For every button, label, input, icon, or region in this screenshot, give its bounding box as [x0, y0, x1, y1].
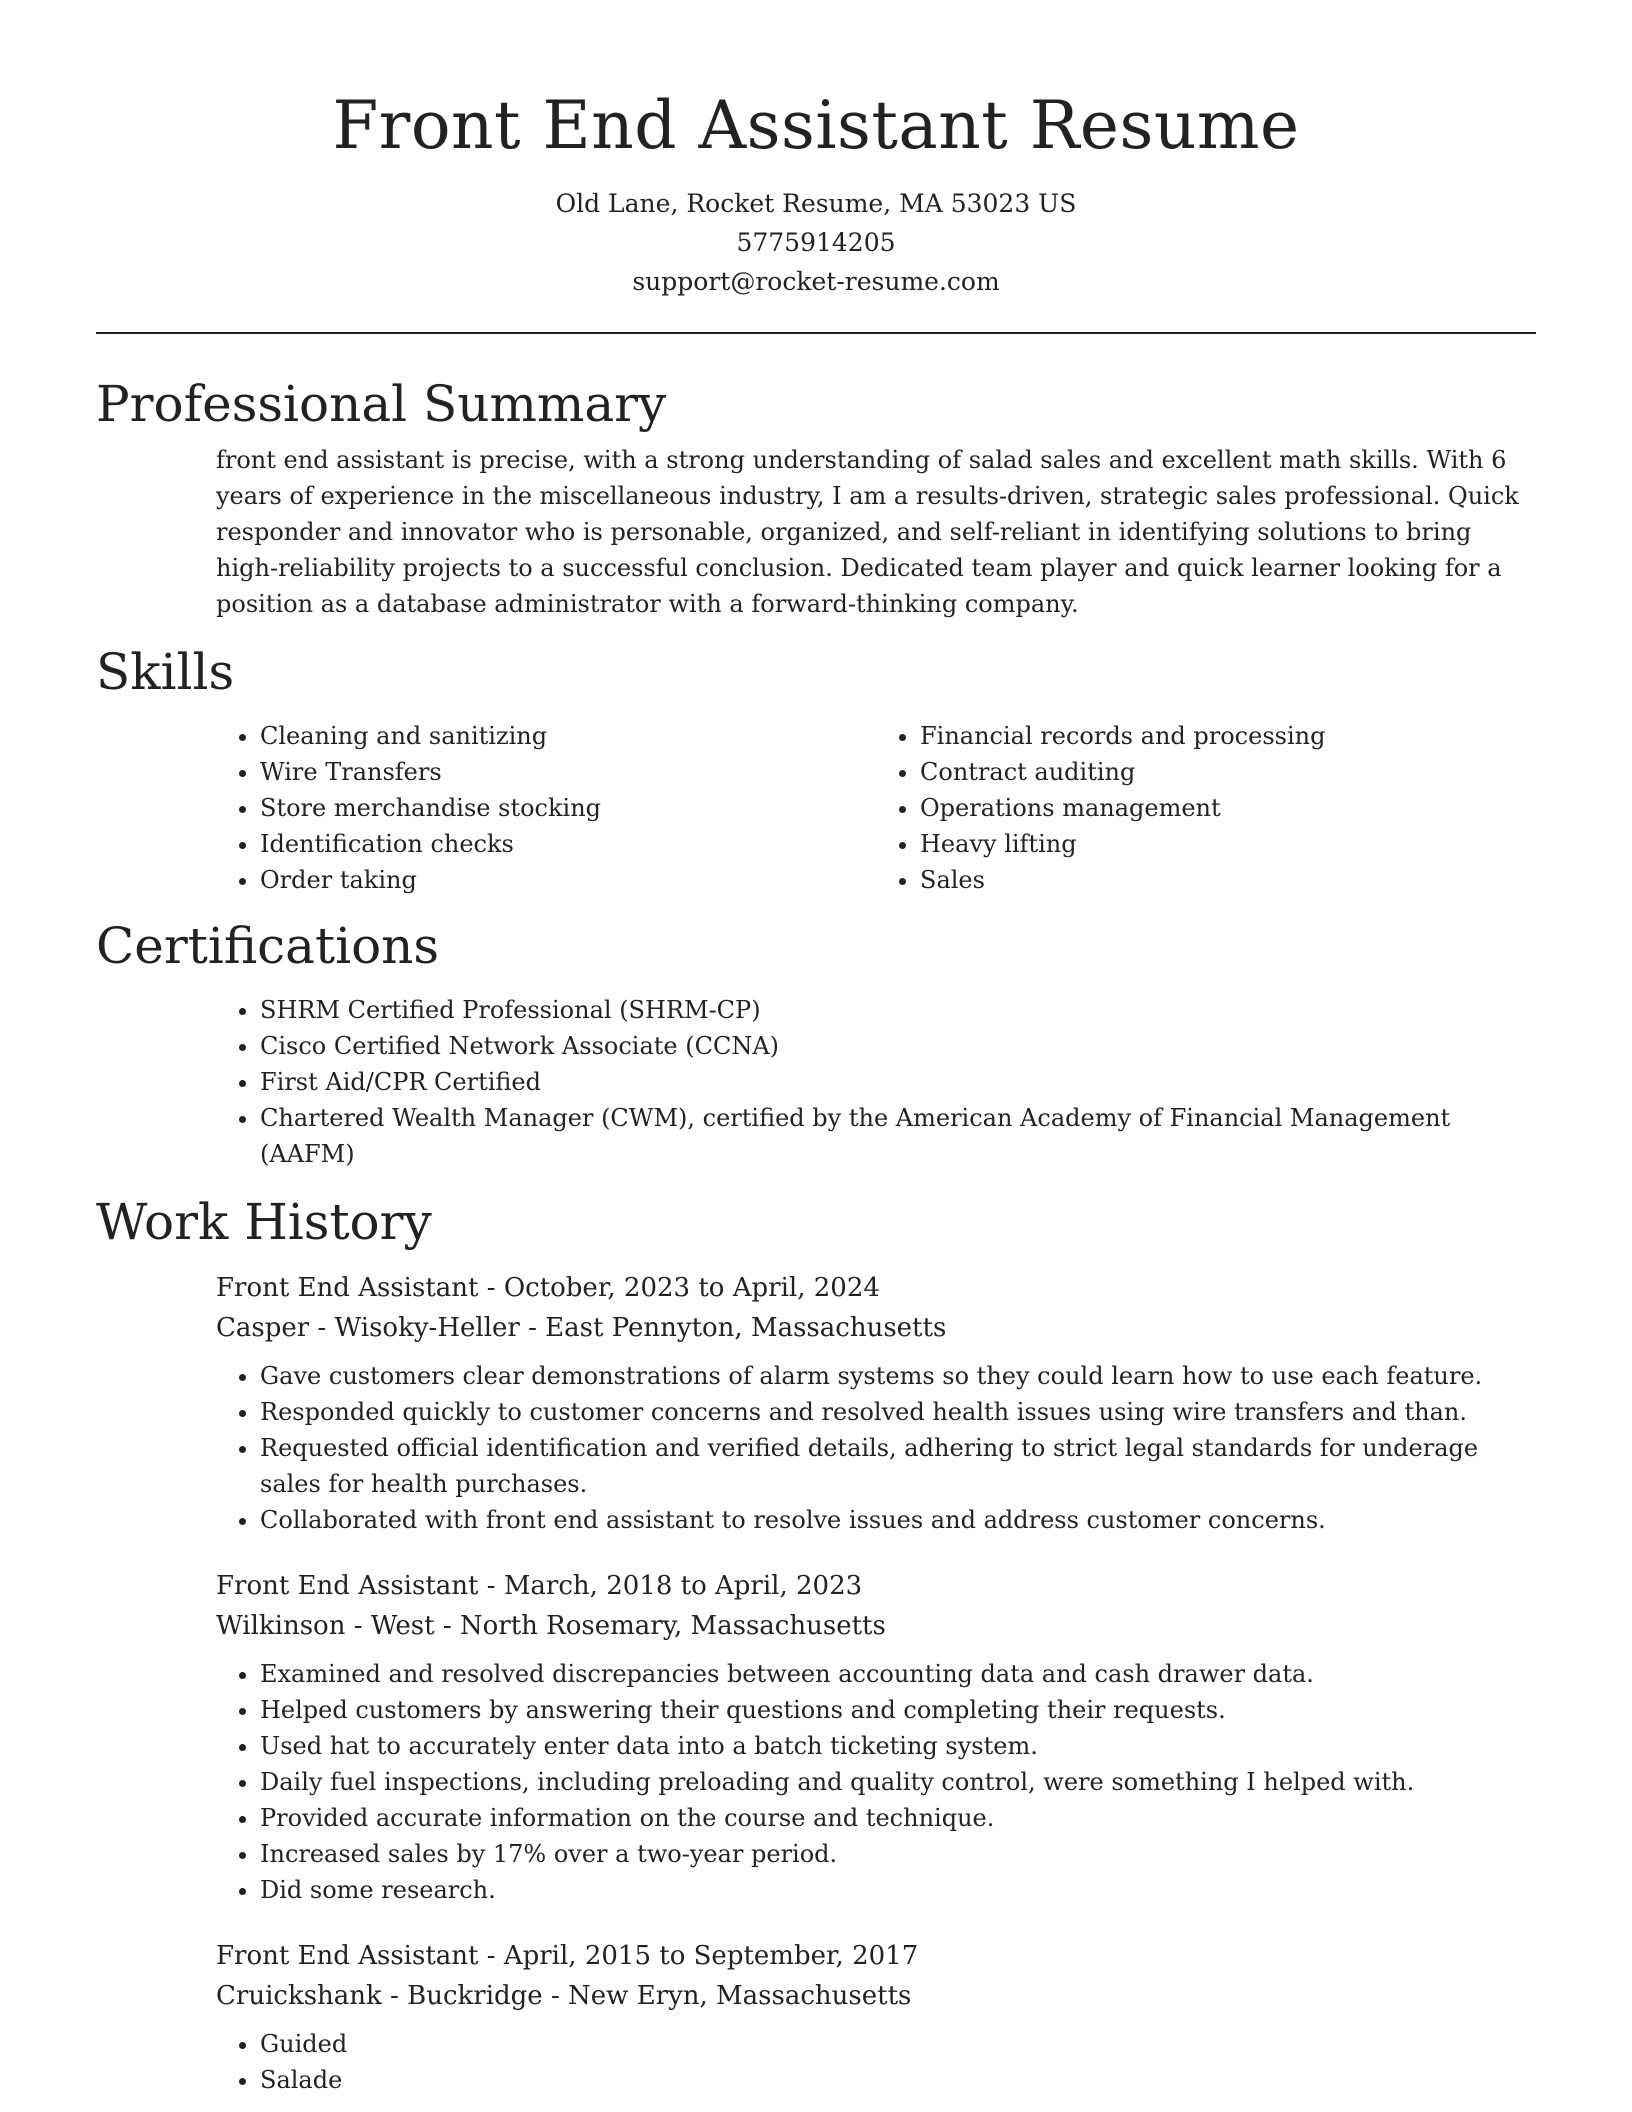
- skill-item: • Cleaning and sanitizing: [260, 718, 876, 754]
- summary-text: front end assistant is precise, with a strong understanding of salad sales and excellent math skills. With 6 years of experience in the miscellaneous industry, I am a results-driven, strategic sales professional. Quick responder and innovator who is personable, organized, and self-reliant in identifying solutions to bring high-reliability projects to a successful conclusion. Dedicated team player and quick learner looking for a position as a database administrator with a forward-thinking company.: [216, 446, 1519, 618]
- certification-item: • Chartered Wealth Manager (CWM), certified by the American Academy of Financial Management (AAFM): [260, 1100, 1536, 1172]
- certification-item: • SHRM Certified Professional (SHRM-CP): [260, 992, 1536, 1028]
- summary-heading: Professional Summary: [96, 375, 667, 433]
- job-bullet: • Helped customers by answering their questions and completing their requests.: [260, 1692, 1536, 1728]
- job-bullet: • Examined and resolved discrepancies between accounting data and cash drawer data.: [260, 1656, 1536, 1692]
- work-history-heading: Work History: [96, 1193, 432, 1251]
- summary-section: [96, 372, 1536, 622]
- skill-item: • Order taking: [260, 862, 876, 898]
- job-bullet-list: [216, 2026, 1536, 2098]
- resume-page: [96, 0, 1536, 2098]
- skill-item: • Identification checks: [260, 826, 876, 862]
- job-bullet-list: [216, 1358, 1536, 1538]
- skill-item: • Contract auditing: [920, 754, 1536, 790]
- certifications-section: [96, 914, 1536, 1172]
- skills-left-list: [216, 718, 876, 898]
- job-bullet-list: [216, 1656, 1536, 1908]
- job-dates: October, 2023 to April, 2024: [503, 1273, 880, 1303]
- skill-item: • Heavy lifting: [920, 826, 1536, 862]
- job-bullet: • Salade: [260, 2062, 1536, 2098]
- contact-block: [96, 184, 1536, 301]
- job-bullet: • Requested official identification and verified details, adhering to strict legal standards for underage sales for health purchases.: [260, 1430, 1536, 1502]
- job-title: Front End Assistant: [216, 1571, 479, 1601]
- job-bullet: • Did some research.: [260, 1872, 1536, 1908]
- job-title-line: Front End Assistant - October, 2023 to April, 2024: [216, 1273, 880, 1303]
- contact-address: Old Lane, Rocket Resume, MA 53023 US: [555, 189, 1077, 218]
- job-bullet: • Increased sales by 17% over a two-year period.: [260, 1836, 1536, 1872]
- skills-heading: Skills: [96, 643, 235, 701]
- skill-item: • Store merchandise stocking: [260, 790, 876, 826]
- certifications-body: [216, 992, 1536, 1172]
- skills-columns: [216, 718, 1536, 898]
- skills-right-list: [876, 718, 1536, 898]
- certifications-heading: Certifications: [96, 917, 440, 975]
- header-divider: [96, 332, 1536, 334]
- skill-item: • Financial records and processing: [920, 718, 1536, 754]
- resume-header: [96, 0, 1536, 301]
- contact-phone: 5775914205: [736, 228, 896, 257]
- job-location: New Eryn, Massachusetts: [568, 1981, 912, 2011]
- job-company-line: Cruickshank - Buckridge - New Eryn, Massachusetts: [216, 1981, 912, 2011]
- job-entry: [216, 1936, 1536, 2098]
- skill-item: • Wire Transfers: [260, 754, 876, 790]
- job-company-line: Wilkinson - West - North Rosemary, Massachusetts: [216, 1611, 886, 1641]
- job-bullet: • Collaborated with front end assistant to resolve issues and address customer concerns.: [260, 1502, 1536, 1538]
- job-location: East Pennyton, Massachusetts: [545, 1313, 947, 1343]
- certifications-list: [216, 992, 1536, 1172]
- job-company: Wilkinson - West: [216, 1611, 435, 1641]
- job-location: North Rosemary, Massachusetts: [459, 1611, 886, 1641]
- job-title-line: Front End Assistant - March, 2018 to April, 2023: [216, 1571, 863, 1601]
- job-title-line: Front End Assistant - April, 2015 to September, 2017: [216, 1941, 919, 1971]
- job-bullet: • Provided accurate information on the course and technique.: [260, 1800, 1536, 1836]
- job-bullet: • Daily fuel inspections, including preloading and quality control, were something I helped with.: [260, 1764, 1536, 1800]
- work-history-section: [96, 1190, 1536, 2098]
- job-title: Front End Assistant: [216, 1273, 479, 1303]
- job-bullet: • Guided: [260, 2026, 1536, 2062]
- skill-item: • Operations management: [920, 790, 1536, 826]
- certification-item: • Cisco Certified Network Associate (CCNA): [260, 1028, 1536, 1064]
- job-bullet: • Responded quickly to customer concerns and resolved health issues using wire transfers and than.: [260, 1394, 1536, 1430]
- job-bullet: • Gave customers clear demonstrations of alarm systems so they could learn how to use each feature.: [260, 1358, 1536, 1394]
- skills-section: [96, 640, 1536, 898]
- job-dates: March, 2018 to April, 2023: [503, 1571, 863, 1601]
- job-bullet: • Used hat to accurately enter data into a batch ticketing system.: [260, 1728, 1536, 1764]
- job-company: Casper - Wisoky-Heller: [216, 1313, 520, 1343]
- skill-item: • Sales: [920, 862, 1536, 898]
- job-title: Front End Assistant: [216, 1941, 479, 1971]
- job-entry: [216, 1268, 1536, 1538]
- job-company: Cruickshank - Buckridge: [216, 1981, 543, 2011]
- contact-email: support@rocket-resume.com: [632, 267, 1000, 296]
- job-company-line: Casper - Wisoky-Heller - East Pennyton, Massachusetts: [216, 1313, 947, 1343]
- resume-title: Front End Assistant Resume: [332, 87, 1300, 164]
- job-entry: [216, 1566, 1536, 1908]
- certification-item: • First Aid/CPR Certified: [260, 1064, 1536, 1100]
- job-dates: April, 2015 to September, 2017: [503, 1941, 919, 1971]
